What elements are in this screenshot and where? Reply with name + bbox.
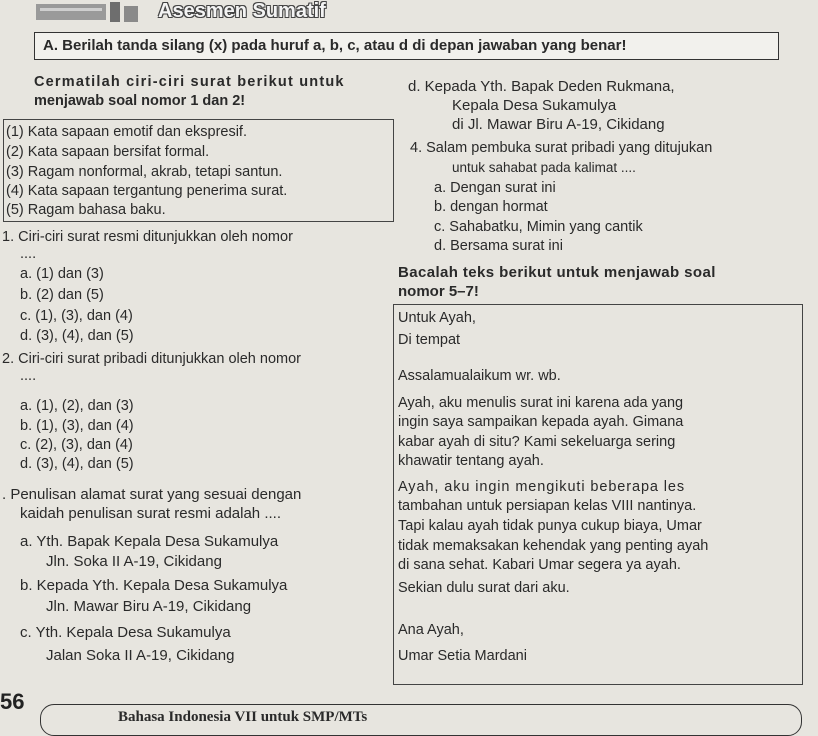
question-2-option-a[interactable]: a. (1), (2), dan (3) [20,398,134,414]
criteria-item: (3) Ragam nonformal, akrab, tetapi santun. [6,164,283,180]
criteria-item: (4) Kata sapaan tergantung penerima surat. [6,183,288,199]
section-instruction: A. Berilah tanda silang (x) pada huruf a, b, c, atau d di depan jawaban yang benar! [43,37,627,54]
letter-paragraph-1-line: kabar ayah di situ? Kami sekeluarga sering [398,434,676,450]
question-2-option-b[interactable]: b. (1), (3), dan (4) [20,418,134,434]
question-4-option-a[interactable]: a. Dengan surat ini [434,180,556,196]
letter-paragraph-1-line: khawatir tentang ayah. [398,453,544,469]
question-3-option-c[interactable]: c. Yth. Kepala Desa Sukamulya [20,624,231,641]
question-3-text-cont: kaidah penulisan surat resmi adalah .... [20,505,281,522]
reading-instruction: Bacalah teks berikut untuk menjawab soal [398,264,716,281]
criteria-item: (5) Ragam bahasa baku. [6,202,166,218]
letter-paragraph-2-line: tambahan untuk persiapan kelas VIII nantinya. [398,498,697,514]
letter-closing: Ana Ayah, [398,622,464,638]
letter-salam: Assalamualaikum wr. wb. [398,368,561,384]
letter-paragraph-1-line: ingin saya sampaikan kepada ayah. Gimana [398,414,684,430]
letter-paragraph-2-line: Sekian dulu surat dari aku. [398,580,570,596]
question-2-ellipsis: .... [20,368,37,384]
question-3-option-a[interactable]: a. Yth. Bapak Kepala Desa Sukamulya [20,533,279,550]
letter-greeting: Untuk Ayah, [398,310,476,326]
question-3-option-b[interactable]: b. Kepada Yth. Kepala Desa Sukamulya [20,577,288,594]
letter-paragraph-1-line: Ayah, aku menulis surat ini karena ada yang [398,395,684,411]
letter-paragraph-2-line: Ayah, aku ingin mengikuti beberapa les [398,479,686,495]
letter-paragraph-2-line: Tapi kalau ayah tidak punya cukup biaya, Umar [398,518,702,534]
criteria-item: (1) Kata sapaan emotif dan ekspresif. [6,124,247,140]
question-1-option-c[interactable]: c. (1), (3), dan (4) [20,308,133,324]
question-2-text: 2. Ciri-ciri surat pribadi ditunjukkan oleh nomor [2,351,301,367]
question-3-option-c-cont: Jalan Soka II A-19, Cikidang [46,647,235,664]
question-1-option-b[interactable]: b. (2) dan (5) [20,287,104,303]
question-3-option-d[interactable]: d. Kepada Yth. Bapak Deden Rukmana, [408,78,675,95]
question-3-option-a-cont: Jln. Soka II A-19, Cikidang [46,553,222,570]
question-3-option-d-cont: Kepala Desa Sukamulya [452,97,617,114]
intro-line-1: Cermatilah ciri-ciri surat berikut untuk [34,74,345,90]
letter-paragraph-2-line: di sana sehat. Kabari Umar segera ya ayah. [398,557,681,573]
page-number: 56 [0,689,25,714]
book-title: Bahasa Indonesia VII untuk SMP/MTs [118,709,368,725]
book-stack-icon [36,0,140,22]
letter-place: Di tempat [398,332,461,348]
letter-signature: Umar Setia Mardani [398,648,527,664]
question-4-text-cont: untuk sahabat pada kalimat .... [452,160,636,175]
question-4-option-b[interactable]: b. dengan hormat [434,199,548,215]
question-1-ellipsis: .... [20,246,37,262]
question-2-option-d[interactable]: d. (3), (4), dan (5) [20,456,134,472]
question-1-option-d[interactable]: d. (3), (4), dan (5) [20,328,134,344]
letter-paragraph-2-line: tidak memaksakan kehendak yang penting ayah [398,538,709,554]
question-3-option-b-cont: Jln. Mawar Biru A-19, Cikidang [46,598,252,615]
question-4-option-d[interactable]: d. Bersama surat ini [434,238,563,254]
reading-instruction-cont: nomor 5–7! [398,283,479,300]
question-4-text: 4. Salam pembuka surat pribadi yang ditujukan [410,140,713,156]
page-title: Asesmen Sumatif [158,0,326,22]
intro-line-2: menjawab soal nomor 1 dan 2! [34,93,246,109]
question-1-option-a[interactable]: a. (1) dan (3) [20,266,104,282]
question-2-option-c[interactable]: c. (2), (3), dan (4) [20,437,133,453]
question-1-text: 1. Ciri-ciri surat resmi ditunjukkan oleh nomor [2,229,293,245]
section-instruction-box [34,32,779,60]
question-4-option-c[interactable]: c. Sahabatku, Mimin yang cantik [434,219,643,235]
question-3-option-d-cont: di Jl. Mawar Biru A-19, Cikidang [452,116,665,133]
question-3-text: . Penulisan alamat surat yang sesuai dengan [2,486,302,503]
criteria-item: (2) Kata sapaan bersifat formal. [6,144,210,160]
